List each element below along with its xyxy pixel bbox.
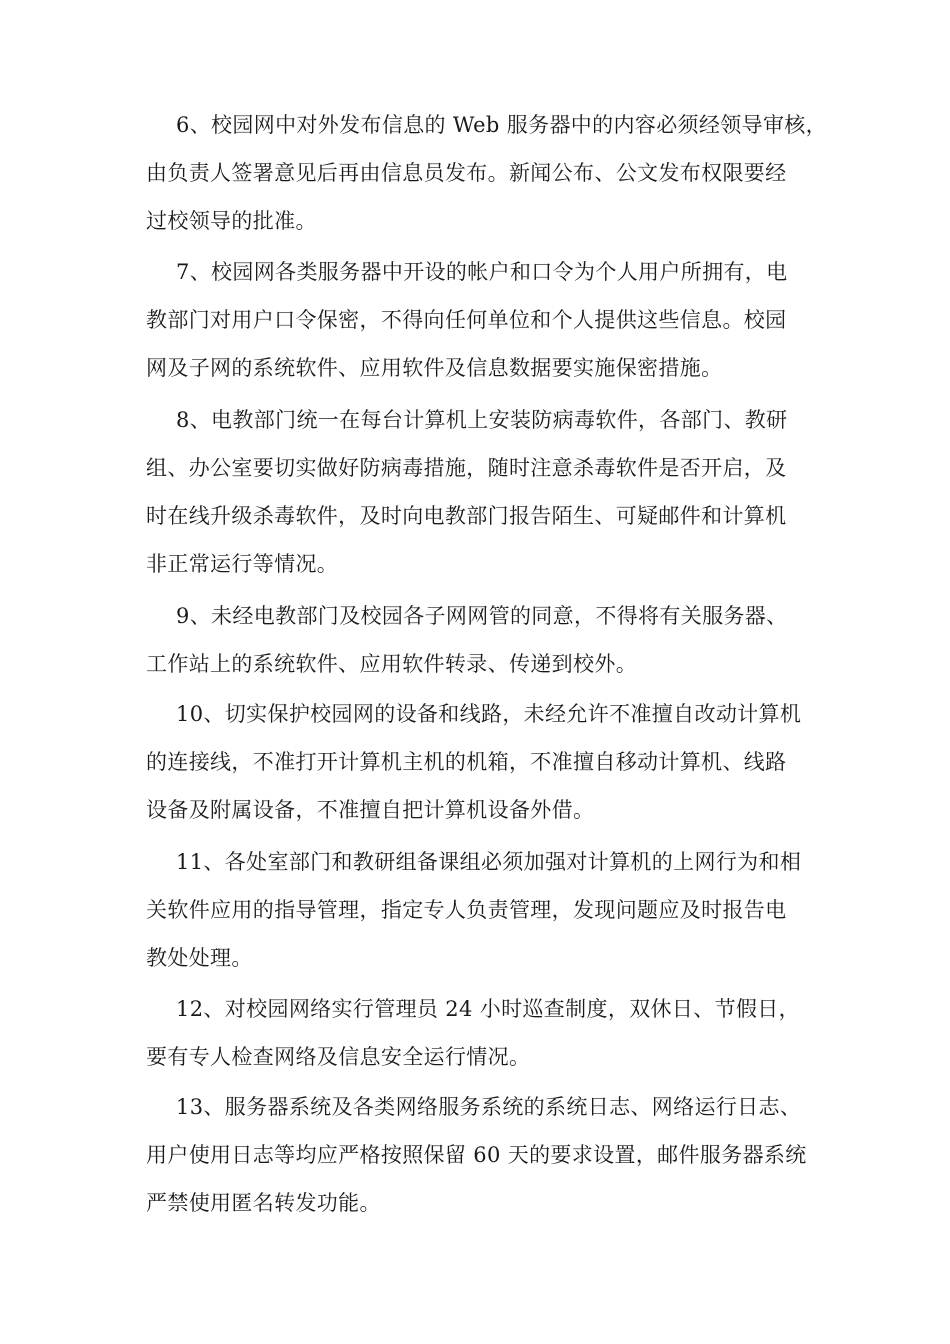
paragraph-line: 的连接线，不准打开计算机主机的机箱，不准擅自移动计算机、线路 <box>146 750 787 774</box>
paragraph-line: 要有专人检查网络及信息安全运行情况。 <box>146 1045 531 1069</box>
paragraph-line: 12、对校园网络实行管理员 24 小时巡查制度，双休日、节假日， <box>176 997 800 1021</box>
paragraph-line: 严禁使用匿名转发功能。 <box>146 1191 381 1215</box>
paragraph-6 <box>146 101 828 245</box>
paragraph-line: 非正常运行等情况。 <box>146 552 339 576</box>
paragraph-line: 教部门对用户口令保密，不得向任何单位和个人提供这些信息。校园 <box>146 308 787 332</box>
paragraph-line: 时在线升级杀毒软件，及时向电教部门报告陌生、可疑邮件和计算机 <box>146 504 787 528</box>
paragraph-line: 过校领导的批准。 <box>146 209 317 233</box>
paragraph-line: 13、服务器系统及各类网络服务系统的系统日志、网络运行日志、 <box>176 1095 802 1119</box>
paragraph-line: 教处处理。 <box>146 946 253 970</box>
paragraph-12 <box>146 985 806 1081</box>
paragraph-9 <box>146 592 806 688</box>
paragraph-line: 关软件应用的指导管理，指定专人负责管理，发现问题应及时报告电 <box>146 898 787 922</box>
paragraph-line: 由负责人签署意见后再由信息员发布。新闻公布、公文发布权限要经 <box>146 161 787 185</box>
paragraph-8 <box>146 396 806 588</box>
paragraph-11 <box>146 838 806 982</box>
paragraph-line: 7、校园网各类服务器中开设的帐户和口令为个人用户所拥有，电 <box>176 260 788 284</box>
paragraph-line: 用户使用日志等均应严格按照保留 60 天的要求设置，邮件服务器系统 <box>146 1143 807 1167</box>
paragraph-13 <box>146 1083 806 1227</box>
paragraph-line: 9、未经电教部门及校园各子网网管的同意，不得将有关服务器、 <box>176 604 788 628</box>
paragraph-line: 10、切实保护校园网的设备和线路，未经允许不准擅自改动计算机 <box>176 702 802 726</box>
paragraph-line: 6、校园网中对外发布信息的 Web 服务器中的内容必须经领导审核， <box>176 113 828 137</box>
paragraph-line: 设备及附属设备，不准擅自把计算机设备外借。 <box>146 798 595 822</box>
paragraph-line: 11、各处室部门和教研组备课组必须加强对计算机的上网行为和相 <box>176 850 802 874</box>
paragraph-line: 组、办公室要切实做好防病毒措施，随时注意杀毒软件是否开启，及 <box>146 456 787 480</box>
paragraph-7 <box>146 248 806 392</box>
paragraph-line: 工作站上的系统软件、应用软件转录、传递到校外。 <box>146 652 638 676</box>
paragraph-10 <box>146 690 806 834</box>
paragraph-line: 网及子网的系统软件、应用软件及信息数据要实施保密措施。 <box>146 356 723 380</box>
paragraph-line: 8、电教部门统一在每台计算机上安装防病毒软件，各部门、教研 <box>176 408 788 432</box>
